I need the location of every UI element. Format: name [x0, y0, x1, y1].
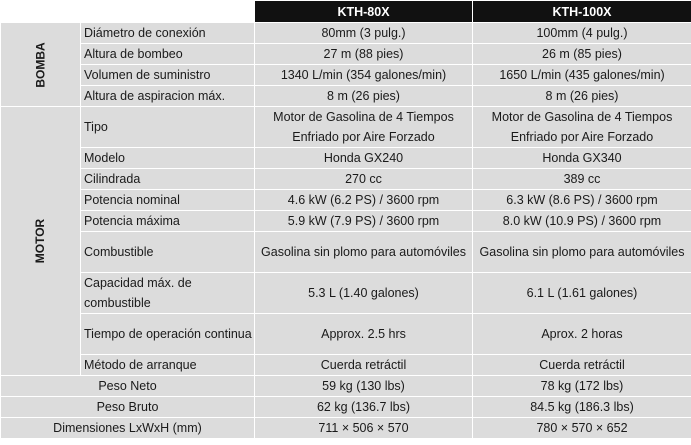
row-label: Potencia nominal: [81, 190, 255, 211]
header-row: [1, 1, 691, 23]
table-row: [1, 314, 691, 355]
row-label: Modelo: [81, 148, 255, 169]
row-label: Altura de bombeo: [81, 44, 255, 65]
row-label: Dimensiones LxWxH (mm): [1, 418, 255, 439]
header-model-kth-80x: KTH-80X: [255, 1, 473, 23]
table-row: [1, 169, 691, 190]
table-row: [1, 273, 691, 314]
row-label: Diámetro de conexión: [81, 23, 255, 44]
row-label: Potencia máxima: [81, 211, 255, 232]
value-kth-100x: 6.1 L (1.61 galones): [473, 273, 691, 314]
value-kth-100x: Aprox. 2 horas: [473, 314, 691, 355]
value-kth-100x: Honda GX340: [473, 148, 691, 169]
value-kth-100x: 8.0 kW (10.9 PS) / 3600 rpm: [473, 211, 691, 232]
value-kth-80x: 8 m (26 pies): [255, 86, 473, 107]
row-label: Altura de aspiracion máx.: [81, 86, 255, 107]
row-label: Capacidad máx. de combustible: [81, 273, 255, 314]
row-label: Peso Neto: [1, 376, 255, 397]
table-row: [1, 418, 691, 439]
value-kth-80x: Gasolina sin plomo para automóviles: [255, 232, 473, 273]
table-row: [1, 355, 691, 376]
row-label: Volumen de suministro: [81, 65, 255, 86]
value-kth-80x: 5.3 L (1.40 galones): [255, 273, 473, 314]
row-label: Combustible: [81, 232, 255, 273]
header-blank-cell: [1, 1, 255, 23]
table-row: [1, 397, 691, 418]
table-row: [1, 23, 691, 44]
value-kth-80x: 80mm (3 pulg.): [255, 23, 473, 44]
table-row: [1, 86, 691, 107]
value-kth-100x: 8 m (26 pies): [473, 86, 691, 107]
row-label: Cilindrada: [81, 169, 255, 190]
value-kth-100x: Cuerda retráctil: [473, 355, 691, 376]
table-row: [1, 211, 691, 232]
table-row: [1, 376, 691, 397]
table-row: [1, 44, 691, 65]
value-kth-80x: 1340 L/min (354 galones/min): [255, 65, 473, 86]
value-kth-80x: 59 kg (130 lbs): [255, 376, 473, 397]
value-kth-80x: 62 kg (136.7 lbs): [255, 397, 473, 418]
group-label-motor: MOTOR: [1, 107, 81, 376]
value-kth-100x: Gasolina sin plomo para automóviles: [473, 232, 691, 273]
row-label: Tiempo de operación continua: [81, 314, 255, 355]
value-kth-100x: 1650 L/min (435 galones/min): [473, 65, 691, 86]
value-kth-100x: 78 kg (172 lbs): [473, 376, 691, 397]
table-row: [1, 107, 691, 148]
value-kth-80x: Cuerda retráctil: [255, 355, 473, 376]
value-kth-80x: 711 × 506 × 570: [255, 418, 473, 439]
row-label: Método de arranque: [81, 355, 255, 376]
value-kth-80x: 4.6 kW (6.2 PS) / 3600 rpm: [255, 190, 473, 211]
value-kth-80x: 5.9 kW (7.9 PS) / 3600 rpm: [255, 211, 473, 232]
value-kth-100x: 84.5 kg (186.3 lbs): [473, 397, 691, 418]
value-kth-80x: Approx. 2.5 hrs: [255, 314, 473, 355]
value-kth-100x: 780 × 570 × 652: [473, 418, 691, 439]
group-label-bomba: BOMBA: [1, 23, 81, 107]
value-kth-80x: Honda GX240: [255, 148, 473, 169]
table-row: [1, 232, 691, 273]
value-kth-100x: 100mm (4 pulg.): [473, 23, 691, 44]
value-kth-80x: 270 cc: [255, 169, 473, 190]
value-kth-80x: 27 m (88 pies): [255, 44, 473, 65]
header-model-kth-100x: KTH-100X: [473, 1, 691, 23]
row-label: Peso Bruto: [1, 397, 255, 418]
value-kth-100x: 6.3 kW (8.6 PS) / 3600 rpm: [473, 190, 691, 211]
table-row: [1, 65, 691, 86]
value-kth-100x: 26 m (85 pies): [473, 44, 691, 65]
value-kth-100x: Motor de Gasolina de 4 Tiempos Enfriado por Aire Forzado: [473, 107, 691, 148]
value-kth-80x: Motor de Gasolina de 4 Tiempos Enfriado por Aire Forzado: [255, 107, 473, 148]
row-label: Tipo: [81, 107, 255, 148]
table-row: [1, 148, 691, 169]
value-kth-100x: 389 cc: [473, 169, 691, 190]
table-row: [1, 190, 691, 211]
